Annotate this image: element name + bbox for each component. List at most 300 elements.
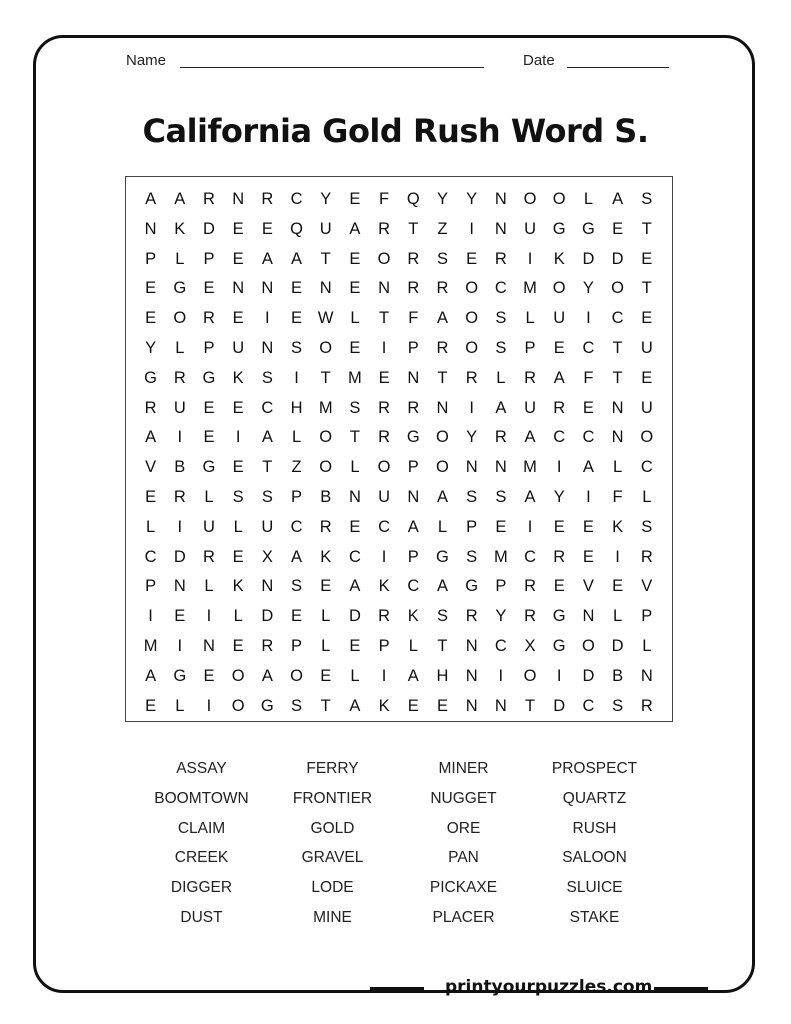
grid-letter[interactable]: R	[524, 577, 536, 596]
grid-letter[interactable]: E	[145, 309, 157, 328]
grid-letter[interactable]: V	[641, 577, 653, 596]
grid-letter[interactable]: E	[203, 398, 215, 417]
grid-letter[interactable]: R	[319, 517, 332, 536]
grid-letter[interactable]: L	[496, 368, 506, 387]
grid-letter[interactable]: E	[582, 398, 594, 417]
grid-letter[interactable]: S	[349, 398, 361, 417]
grid-letter[interactable]: N	[494, 219, 507, 238]
grid-letter[interactable]: O	[523, 666, 537, 685]
grid-letter[interactable]: O	[290, 666, 303, 685]
grid-letter[interactable]: P	[495, 577, 507, 596]
grid-letter[interactable]: K	[320, 547, 332, 566]
grid-letter[interactable]: O	[465, 338, 479, 357]
grid-letter[interactable]: E	[320, 577, 332, 596]
grid-letter[interactable]: T	[524, 696, 536, 715]
grid-letter[interactable]: E	[349, 249, 361, 268]
grid-letter[interactable]: O	[319, 338, 333, 357]
grid-letter[interactable]: L	[175, 696, 185, 715]
grid-letter[interactable]: E	[174, 607, 186, 626]
grid-letter[interactable]: N	[640, 666, 653, 685]
grid-letter[interactable]: D	[611, 249, 624, 268]
grid-letter[interactable]: N	[494, 696, 507, 715]
grid-letter[interactable]: L	[437, 517, 448, 536]
grid-letter[interactable]: E	[232, 309, 244, 328]
grid-letter[interactable]: R	[524, 368, 536, 387]
grid-letter[interactable]: A	[612, 190, 624, 208]
grid-letter[interactable]: A	[582, 458, 594, 477]
grid-letter[interactable]: E	[291, 309, 303, 328]
grid-letter[interactable]: Z	[437, 219, 448, 238]
grid-letter[interactable]: M	[348, 368, 362, 387]
grid-letter[interactable]: C	[494, 279, 507, 298]
grid-letter[interactable]: O	[436, 458, 449, 477]
grid-letter[interactable]: I	[469, 398, 474, 417]
grid-letter[interactable]: I	[381, 547, 387, 566]
grid-letter[interactable]: N	[611, 428, 624, 447]
grid-letter[interactable]: G	[552, 636, 566, 655]
grid-letter[interactable]: E	[553, 338, 565, 357]
grid-letter[interactable]: O	[581, 636, 595, 655]
grid-letter[interactable]: R	[407, 279, 420, 298]
grid-letter[interactable]: Y	[553, 487, 565, 506]
grid-letter[interactable]: N	[465, 458, 478, 477]
grid-letter[interactable]: G	[144, 368, 158, 387]
grid-letter[interactable]: N	[465, 696, 478, 715]
grid-letter[interactable]: A	[145, 428, 157, 447]
grid-letter[interactable]: R	[407, 398, 420, 417]
grid-letter[interactable]: U	[378, 487, 391, 506]
grid-letter[interactable]: I	[381, 666, 387, 685]
grid-letter[interactable]: N	[494, 458, 507, 477]
grid-letter[interactable]: E	[612, 219, 624, 238]
grid-letter[interactable]: O	[640, 428, 654, 447]
grid-letter[interactable]: U	[203, 517, 215, 536]
grid-letter[interactable]: C	[553, 428, 566, 447]
grid-letter[interactable]: C	[494, 636, 507, 655]
grid-letter[interactable]: S	[466, 547, 478, 566]
grid-letter[interactable]: E	[641, 368, 653, 387]
grid-letter[interactable]: X	[524, 636, 536, 655]
grid-letter[interactable]: A	[261, 249, 273, 268]
grid-letter[interactable]: A	[495, 398, 507, 417]
grid-letter[interactable]: O	[523, 190, 537, 208]
grid-letter[interactable]: B	[174, 458, 186, 477]
grid-letter[interactable]: M	[493, 547, 508, 566]
grid-letter[interactable]: E	[232, 636, 244, 655]
grid-letter[interactable]: Y	[466, 428, 478, 447]
grid-letter[interactable]: P	[466, 517, 478, 536]
grid-letter[interactable]: E	[466, 249, 478, 268]
grid-letter[interactable]: L	[175, 249, 185, 268]
grid-letter[interactable]: E	[203, 428, 215, 447]
grid-letter[interactable]: O	[552, 279, 566, 298]
grid-letter[interactable]: F	[612, 487, 623, 506]
grid-letter[interactable]: R	[203, 190, 215, 208]
grid-letter[interactable]: R	[553, 547, 566, 566]
grid-letter[interactable]: D	[261, 607, 274, 626]
grid-letter[interactable]: S	[495, 338, 507, 357]
grid-letter[interactable]: E	[349, 190, 361, 208]
grid-letter[interactable]: R	[465, 607, 478, 626]
grid-letter[interactable]: A	[145, 190, 157, 208]
grid-letter[interactable]: O	[173, 309, 187, 328]
grid-letter[interactable]: R	[553, 398, 566, 417]
grid-letter[interactable]: E	[145, 487, 157, 506]
grid-letter[interactable]: N	[378, 279, 391, 298]
grid-letter[interactable]: R	[378, 398, 391, 417]
grid-letter[interactable]: K	[407, 607, 419, 626]
grid-letter[interactable]: N	[348, 487, 361, 506]
grid-letter[interactable]: N	[436, 398, 449, 417]
grid-letter[interactable]: A	[145, 666, 157, 685]
grid-letter[interactable]: C	[290, 190, 303, 208]
grid-letter[interactable]: U	[640, 398, 653, 417]
grid-letter[interactable]: D	[203, 219, 215, 238]
grid-letter[interactable]: P	[145, 577, 157, 596]
grid-letter[interactable]: I	[498, 666, 504, 685]
grid-letter[interactable]: D	[611, 636, 624, 655]
grid-letter[interactable]: G	[173, 666, 187, 685]
grid-letter[interactable]: L	[146, 517, 156, 536]
grid-letter[interactable]: L	[350, 666, 360, 685]
grid-letter[interactable]: L	[642, 487, 652, 506]
grid-letter[interactable]: S	[436, 249, 448, 268]
grid-letter[interactable]: I	[556, 458, 562, 477]
grid-letter[interactable]: R	[436, 279, 449, 298]
grid-letter[interactable]: D	[348, 607, 361, 626]
grid-letter[interactable]: U	[261, 517, 274, 536]
grid-letter[interactable]: U	[524, 219, 536, 238]
grid-letter[interactable]: N	[407, 368, 420, 387]
grid-letter[interactable]: R	[436, 338, 449, 357]
grid-letter[interactable]: Q	[290, 219, 303, 238]
grid-letter[interactable]: T	[612, 338, 623, 357]
grid-letter[interactable]: G	[260, 696, 274, 715]
grid-letter[interactable]: T	[320, 249, 331, 268]
grid-letter[interactable]: S	[291, 338, 303, 357]
grid-letter[interactable]: R	[465, 368, 478, 387]
grid-letter[interactable]: L	[350, 458, 360, 477]
grid-letter[interactable]: G	[436, 547, 449, 566]
grid-letter[interactable]: C	[582, 428, 595, 447]
grid-letter[interactable]: G	[465, 577, 479, 596]
grid-letter[interactable]: L	[321, 636, 331, 655]
grid-letter[interactable]: M	[143, 636, 158, 655]
grid-letter[interactable]: N	[203, 636, 215, 655]
grid-letter[interactable]: R	[378, 428, 391, 447]
grid-letter[interactable]: C	[524, 547, 536, 566]
grid-letter[interactable]: B	[612, 666, 624, 685]
grid-letter[interactable]: L	[321, 607, 331, 626]
grid-letter[interactable]: E	[641, 249, 653, 268]
grid-letter[interactable]: P	[407, 338, 419, 357]
grid-letter[interactable]: K	[553, 249, 565, 268]
grid-letter[interactable]: N	[173, 577, 186, 596]
grid-letter[interactable]: T	[641, 279, 652, 298]
grid-letter[interactable]: F	[583, 368, 594, 387]
grid-letter[interactable]: A	[261, 666, 273, 685]
grid-letter[interactable]: O	[319, 428, 333, 447]
grid-letter[interactable]: E	[232, 249, 244, 268]
grid-letter[interactable]: M	[523, 279, 537, 298]
grid-letter[interactable]: S	[291, 577, 303, 596]
grid-letter[interactable]: S	[495, 487, 507, 506]
grid-letter[interactable]: I	[177, 636, 183, 655]
grid-letter[interactable]: E	[291, 279, 303, 298]
grid-letter[interactable]: S	[466, 487, 478, 506]
grid-letter[interactable]: G	[406, 428, 420, 447]
grid-letter[interactable]: L	[175, 338, 185, 357]
name-field-line[interactable]	[180, 67, 484, 68]
grid-letter[interactable]: R	[173, 368, 186, 387]
grid-letter[interactable]: A	[174, 190, 186, 208]
grid-letter[interactable]: N	[261, 577, 274, 596]
grid-letter[interactable]: E	[349, 517, 361, 536]
grid-letter[interactable]: A	[436, 577, 448, 596]
grid-letter[interactable]: L	[583, 190, 593, 208]
grid-letter[interactable]: T	[408, 219, 419, 238]
grid-letter[interactable]: R	[144, 398, 157, 417]
grid-letter[interactable]: O	[465, 279, 479, 298]
grid-letter[interactable]: I	[294, 368, 299, 387]
grid-letter[interactable]: P	[145, 249, 157, 268]
grid-letter[interactable]: Y	[495, 607, 507, 626]
grid-letter[interactable]: R	[524, 607, 536, 626]
grid-letter[interactable]: P	[524, 338, 536, 357]
grid-letter[interactable]: Y	[436, 190, 448, 208]
grid-letter[interactable]: C	[582, 338, 595, 357]
grid-letter[interactable]: E	[232, 458, 244, 477]
grid-letter[interactable]: O	[436, 428, 449, 447]
grid-letter[interactable]: A	[436, 487, 448, 506]
grid-letter[interactable]: G	[202, 368, 216, 387]
grid-letter[interactable]: M	[318, 398, 333, 417]
grid-letter[interactable]: S	[261, 487, 273, 506]
grid-letter[interactable]: G	[202, 458, 216, 477]
grid-letter[interactable]: N	[494, 190, 507, 208]
grid-letter[interactable]: C	[144, 547, 157, 566]
grid-letter[interactable]: R	[261, 190, 274, 208]
grid-letter[interactable]: D	[173, 547, 186, 566]
grid-letter[interactable]: E	[145, 279, 157, 298]
grid-letter[interactable]: R	[203, 547, 215, 566]
grid-letter[interactable]: K	[232, 577, 244, 596]
grid-letter[interactable]: E	[232, 547, 244, 566]
grid-letter[interactable]: N	[611, 398, 624, 417]
grid-letter[interactable]: P	[203, 249, 215, 268]
grid-letter[interactable]: I	[265, 309, 270, 328]
grid-letter[interactable]: A	[553, 368, 565, 387]
grid-letter[interactable]: L	[525, 309, 535, 328]
grid-letter[interactable]: P	[641, 607, 653, 626]
grid-letter[interactable]: A	[524, 428, 536, 447]
grid-letter[interactable]: D	[582, 249, 595, 268]
grid-letter[interactable]: I	[556, 666, 562, 685]
grid-letter[interactable]: O	[377, 458, 391, 477]
grid-letter[interactable]: E	[232, 398, 244, 417]
grid-letter[interactable]: P	[407, 458, 419, 477]
grid-letter[interactable]: L	[613, 607, 623, 626]
grid-letter[interactable]: U	[232, 338, 245, 357]
grid-letter[interactable]: T	[262, 458, 273, 477]
grid-letter[interactable]: A	[261, 428, 273, 447]
grid-letter[interactable]: S	[495, 309, 507, 328]
grid-letter[interactable]: L	[408, 636, 418, 655]
grid-letter[interactable]: N	[465, 666, 478, 685]
grid-letter[interactable]: I	[469, 219, 474, 238]
grid-letter[interactable]: S	[612, 696, 624, 715]
grid-letter[interactable]: S	[291, 696, 303, 715]
grid-letter[interactable]: P	[407, 547, 419, 566]
grid-letter[interactable]: N	[261, 338, 274, 357]
grid-letter[interactable]: N	[582, 607, 595, 626]
grid-letter[interactable]: L	[204, 487, 214, 506]
grid-letter[interactable]: T	[437, 368, 448, 387]
grid-letter[interactable]: N	[261, 279, 274, 298]
grid-letter[interactable]: T	[379, 309, 390, 328]
grid-letter[interactable]: A	[407, 517, 419, 536]
grid-letter[interactable]: N	[232, 279, 245, 298]
grid-letter[interactable]: R	[494, 249, 507, 268]
grid-letter[interactable]: T	[641, 219, 652, 238]
grid-letter[interactable]: C	[611, 309, 624, 328]
grid-letter[interactable]: T	[320, 368, 331, 387]
grid-letter[interactable]: G	[552, 219, 566, 238]
grid-letter[interactable]: G	[581, 219, 595, 238]
grid-letter[interactable]: K	[378, 696, 390, 715]
grid-letter[interactable]: I	[177, 517, 183, 536]
grid-letter[interactable]: R	[378, 607, 391, 626]
grid-letter[interactable]: E	[232, 219, 244, 238]
grid-letter[interactable]: A	[407, 666, 419, 685]
grid-letter[interactable]: E	[261, 219, 273, 238]
grid-letter[interactable]: S	[641, 517, 653, 536]
grid-letter[interactable]: E	[378, 368, 390, 387]
grid-letter[interactable]: E	[553, 577, 565, 596]
grid-letter[interactable]: R	[407, 249, 420, 268]
grid-letter[interactable]: E	[203, 666, 215, 685]
grid-letter[interactable]: C	[582, 696, 595, 715]
grid-letter[interactable]: E	[407, 696, 419, 715]
grid-letter[interactable]: K	[174, 219, 186, 238]
grid-letter[interactable]: P	[203, 338, 215, 357]
grid-letter[interactable]: E	[612, 577, 624, 596]
grid-letter[interactable]: I	[527, 517, 533, 536]
grid-letter[interactable]: I	[615, 547, 620, 566]
grid-letter[interactable]: I	[206, 696, 212, 715]
grid-letter[interactable]: A	[349, 577, 361, 596]
grid-letter[interactable]: K	[378, 577, 390, 596]
grid-letter[interactable]: A	[291, 249, 303, 268]
grid-letter[interactable]: I	[527, 249, 533, 268]
grid-letter[interactable]: S	[261, 368, 273, 387]
date-field-line[interactable]	[567, 67, 669, 68]
grid-letter[interactable]: R	[494, 428, 507, 447]
grid-letter[interactable]: N	[465, 636, 478, 655]
grid-letter[interactable]: R	[640, 547, 653, 566]
grid-letter[interactable]: A	[524, 487, 536, 506]
grid-letter[interactable]: F	[379, 190, 390, 208]
grid-letter[interactable]: A	[291, 547, 303, 566]
grid-letter[interactable]: A	[349, 219, 361, 238]
grid-letter[interactable]: E	[495, 517, 507, 536]
grid-letter[interactable]: I	[235, 428, 241, 447]
grid-letter[interactable]: N	[407, 487, 420, 506]
grid-letter[interactable]: C	[348, 547, 361, 566]
grid-letter[interactable]: C	[290, 517, 303, 536]
grid-letter[interactable]: S	[232, 487, 244, 506]
grid-letter[interactable]: O	[611, 279, 625, 298]
grid-letter[interactable]: N	[319, 279, 332, 298]
grid-letter[interactable]: E	[582, 547, 594, 566]
grid-letter[interactable]: V	[582, 577, 594, 596]
grid-letter[interactable]: L	[350, 309, 360, 328]
grid-letter[interactable]: Y	[320, 190, 332, 208]
grid-letter[interactable]: T	[349, 428, 360, 447]
grid-letter[interactable]: O	[552, 190, 566, 208]
grid-letter[interactable]: E	[203, 279, 215, 298]
grid-letter[interactable]: T	[437, 636, 448, 655]
grid-letter[interactable]: L	[233, 607, 243, 626]
grid-letter[interactable]: Y	[466, 190, 478, 208]
grid-letter[interactable]: H	[290, 398, 303, 417]
grid-letter[interactable]: T	[612, 368, 623, 387]
grid-letter[interactable]: A	[436, 309, 448, 328]
grid-letter[interactable]: E	[349, 636, 361, 655]
grid-letter[interactable]: L	[613, 458, 623, 477]
grid-letter[interactable]: P	[291, 636, 303, 655]
grid-letter[interactable]: R	[378, 219, 391, 238]
grid-letter[interactable]: E	[320, 666, 332, 685]
grid-letter[interactable]: M	[523, 458, 537, 477]
grid-letter[interactable]: Y	[582, 279, 594, 298]
grid-letter[interactable]: E	[349, 279, 361, 298]
grid-letter[interactable]: H	[436, 666, 449, 685]
grid-letter[interactable]: C	[378, 517, 391, 536]
grid-letter[interactable]: E	[582, 517, 594, 536]
grid-letter[interactable]: D	[553, 696, 566, 715]
grid-letter[interactable]: K	[232, 368, 244, 387]
grid-letter[interactable]: U	[319, 219, 332, 238]
grid-letter[interactable]: P	[378, 636, 390, 655]
grid-letter[interactable]: C	[407, 577, 420, 596]
grid-letter[interactable]: R	[173, 487, 186, 506]
grid-letter[interactable]: N	[232, 190, 245, 208]
grid-letter[interactable]: S	[641, 190, 653, 208]
grid-letter[interactable]: L	[204, 577, 214, 596]
grid-letter[interactable]: Z	[291, 458, 302, 477]
grid-letter[interactable]: O	[231, 696, 245, 715]
grid-letter[interactable]: C	[640, 458, 653, 477]
grid-letter[interactable]: B	[320, 487, 332, 506]
grid-letter[interactable]: I	[177, 428, 183, 447]
grid-letter[interactable]: R	[640, 696, 653, 715]
grid-letter[interactable]: U	[640, 338, 653, 357]
grid-letter[interactable]: U	[553, 309, 566, 328]
grid-letter[interactable]: E	[145, 696, 157, 715]
grid-letter[interactable]: E	[641, 309, 653, 328]
grid-letter[interactable]: E	[553, 517, 565, 536]
grid-letter[interactable]: K	[612, 517, 624, 536]
grid-letter[interactable]: L	[642, 636, 652, 655]
grid-letter[interactable]: V	[145, 458, 157, 477]
grid-letter[interactable]: L	[233, 517, 243, 536]
grid-letter[interactable]: T	[320, 696, 331, 715]
grid-letter[interactable]: U	[524, 398, 536, 417]
grid-letter[interactable]: O	[377, 249, 391, 268]
grid-letter[interactable]: Y	[145, 338, 157, 357]
grid-letter[interactable]: I	[381, 338, 387, 357]
